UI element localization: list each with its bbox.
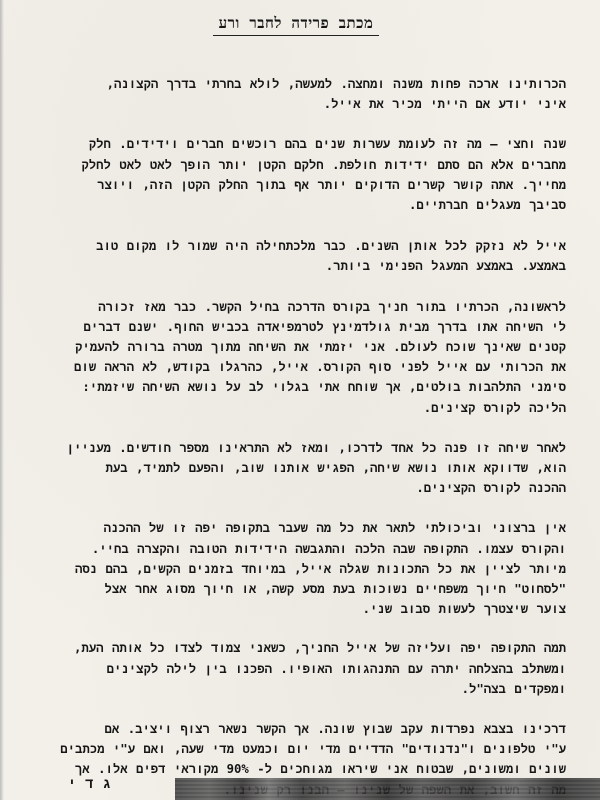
text-line: מחברים אלא הם סתם ידידות חולפת. חלקם הקטן יותר הופך לאט לאט לחלק: [81, 157, 566, 172]
paragraph-3: [26, 236, 566, 276]
text-line: מיותר לציין את כל התכונות שגלה אייל, במיוחד בזמנים הקשים, בהם נסה: [75, 561, 566, 576]
paragraph-2: [26, 134, 566, 215]
paragraph-6: [26, 518, 566, 619]
text-line: קטנים שאינך שוכח לעולם. אני יזמתי את השיחה מתוך מטרה ברורה להעמיק: [75, 340, 566, 355]
title-wrap: [26, 4, 566, 38]
text-line: לי השיחה אתו בדרך מבית גולדמינץ לטרמפיאדה בכביש החוף. ישנם דברים: [83, 319, 566, 334]
photo-fragment: [175, 778, 600, 800]
text-line: איני יודע אם הייתי מכיר את אייל.: [323, 97, 566, 112]
text-line: תמה התקופה יפה ועליזה של אייל החניך, כשאני צמוד לצדו כל אותה העת,: [74, 641, 566, 656]
text-line: סימני התלהבות בולטים, אך שוחח אתי בגלוי לב על נושא השיחה שיזמתי:: [82, 380, 566, 395]
page-title: מכתב פרידה לחבר ורע: [213, 10, 380, 36]
text-line: שנה וחצי – מה זה לעומת עשרות שנים בהם רוכשים חברים וידידים. חלק: [88, 137, 566, 152]
paragraph-4: [26, 297, 566, 418]
paragraph-1: [26, 74, 566, 114]
text-line: אייל לא נזקק לכל אותן השנים. כבר מלכתחילה היה שמור לו מקום טוב: [96, 239, 566, 254]
text-line: צוער שיצטרך לעשות סבוב שני.: [362, 602, 566, 617]
text-line: ומשתלב בהצלחה יתרה עם התנהגותו האופיו. הפכנו בין לילה לקצינים: [106, 661, 566, 676]
text-line: סביבך מעגלים חברתיים.: [408, 198, 566, 213]
text-line: הוא, שדווקא אותו נושא שיחה, הפגיש אותנו שוב, והפעם לתמיד, בעת: [105, 461, 566, 476]
text-line: לאחר שיחה זו פנה כל אחד לדרכו, ומאז לא התראינו מספר חודשים. מעניין: [66, 440, 566, 455]
text-line: ע"י טלפונים ו"נדנודים" הדדיים מדי יום וכמעט מדי שעה, ואם ע"י מכתבים: [60, 742, 566, 757]
text-line: לראשונה, הכרתיו בתור חניך בקורס הדרכה בחיל הקשר. כבר מאז זכורה: [98, 299, 566, 314]
paragraph-5: [26, 438, 566, 499]
text-line: והקורס עצמו. התקופה שבה הלכה והתגבשה הידידות הטובה והקצרה בחיי.: [91, 541, 566, 556]
text-line: שונים ומשונים, שבטוח אני שיראו מגוחכים ל- 90% מקוראי דפים אלו. אך: [74, 762, 566, 777]
scan-edge-shadow: [0, 0, 4, 800]
text-line: את הכרותי עם אייל לפני סוף הקורס. אייל, כהרגלו בקודש, לא הראה שום: [73, 360, 566, 375]
text-line: דרכינו בצבא נפרדות עקב שבוץ שונה. אך הקשר נשאר רצוף ויציב. אם: [104, 722, 566, 737]
text-line: אין ברצוני וביכולתי לתאר את כל מה שעבר בתקופה יפה זו של ההכנה: [103, 521, 566, 536]
text-line: באמצע. באמצע המעגל הפנימי ביותר.: [325, 259, 566, 274]
text-line: הכרותינו ארכה פחות משנה ומחצה. למעשה, לולא בחרתי בדרך הקצונה,: [106, 77, 566, 91]
text-line: ומפקדים בצה"ל.: [461, 681, 566, 696]
text-line: "לסחוט" חיוך משפחיים נשוכות בעת מסע קשה, או חיוך מסוג אחר אצל: [104, 582, 566, 597]
text-line: הליכה לקורס קצינים.: [423, 400, 566, 415]
text-line: ההכנה לקורס הקצינים.: [416, 481, 566, 496]
paragraph-7: [26, 638, 566, 699]
signature: גדי: [67, 776, 120, 792]
text-line: מחייך. אתה קושר קשרים הדוקים יותר אף בתוך החלק הקטן הזה, ויוצר: [97, 177, 566, 192]
